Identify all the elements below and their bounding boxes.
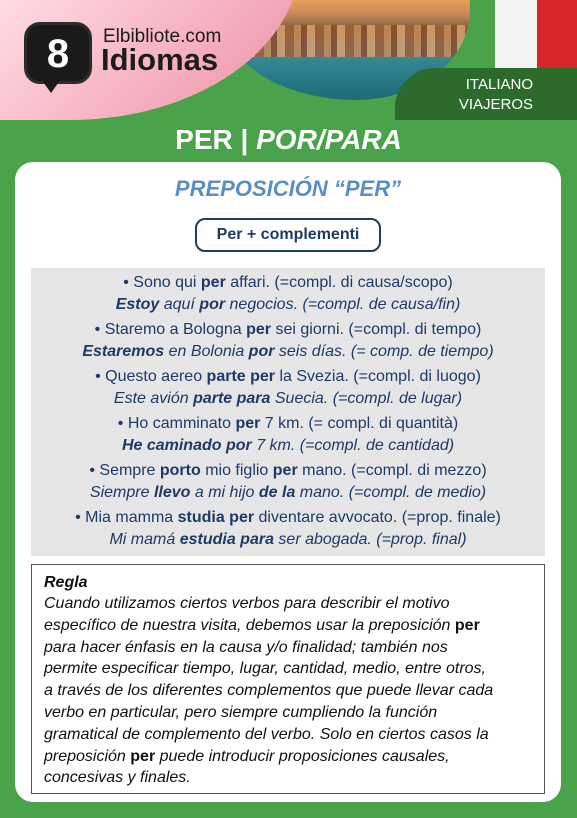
text-run: a mi hijo <box>190 484 259 501</box>
example-item <box>31 507 545 551</box>
example-italian <box>31 413 545 435</box>
rule-line <box>44 658 534 680</box>
rule-line <box>44 746 534 768</box>
rule-box <box>31 564 545 794</box>
badge-audience: VIAJEROS <box>458 96 533 113</box>
text-run: Siempre <box>89 484 154 501</box>
text-run: parte per <box>206 368 276 385</box>
text-run: mano. (=compl. di mezzo) <box>297 462 487 479</box>
title-left: PER <box>175 124 233 155</box>
text-run: Estoy <box>115 296 160 313</box>
content-card <box>15 162 561 802</box>
example-italian <box>31 507 545 529</box>
flag-white-stripe <box>495 0 537 70</box>
example-spanish <box>31 529 545 551</box>
rule-title: Regla <box>44 574 88 591</box>
example-item <box>31 413 545 457</box>
text-run: per <box>272 462 298 479</box>
text-run: • Staremo a Bologna <box>94 321 247 338</box>
logo-brand-name: Idiomas <box>101 42 219 77</box>
text-run: aquí <box>159 296 200 313</box>
text-run: ser abogada. (=prop. final) <box>273 531 467 548</box>
page-title <box>0 125 577 155</box>
text-run: per <box>246 321 272 338</box>
title-right: POR/PARA <box>256 124 402 155</box>
rule-text <box>44 593 534 789</box>
text-run: porto <box>159 462 201 479</box>
text-run: Cuando utilizamos ciertos verbos para describir el motivo <box>44 595 450 612</box>
flag-red-stripe <box>537 0 577 70</box>
text-run: Mi mamá <box>109 531 180 548</box>
logo-site-name: Elbibliote.com <box>103 26 222 47</box>
text-run: 7 km. (= compl. di quantità) <box>260 415 459 432</box>
rule-line <box>44 702 534 724</box>
text-run: gramatical de complemento del verbo. Solo en ciertos casos la <box>44 725 489 743</box>
badge-language: ITALIANO <box>465 76 533 93</box>
text-run: mio figlio <box>200 462 273 479</box>
pill-label: Per + complementi <box>195 218 381 252</box>
text-run: puede introducir proposiciones causales, <box>155 747 450 765</box>
text-run: parte para <box>193 390 271 407</box>
text-run: la Svezia. (=compl. di luogo) <box>275 368 481 385</box>
text-run: mano. (=compl. de medio) <box>295 484 487 501</box>
logo-icon <box>24 22 92 84</box>
text-run: de la <box>258 484 296 501</box>
rule-line <box>44 724 534 746</box>
text-run: en Bolonia <box>164 343 249 360</box>
text-run: Este avión <box>113 390 194 407</box>
text-run: llevo <box>153 484 191 501</box>
text-run: 7 km. (=compl. de cantidad) <box>251 437 455 454</box>
example-item <box>31 460 545 504</box>
example-item <box>31 366 545 410</box>
rule-line <box>44 680 534 702</box>
text-run: seis días. (= comp. de tiempo) <box>274 343 494 360</box>
example-item <box>31 319 545 363</box>
text-run: para hacer énfasis en la causa y/o finalidad; también nos <box>44 638 448 656</box>
card-heading: PREPOSICIÓN “PER” <box>174 176 402 201</box>
examples-panel <box>31 268 545 556</box>
text-run: • Mia mamma <box>75 509 178 526</box>
text-run: sei giorni. (=compl. di tempo) <box>271 321 482 338</box>
title-separator: | <box>240 124 249 155</box>
text-run: per <box>130 747 156 765</box>
text-run: He caminado por <box>121 437 252 454</box>
example-item <box>31 272 545 316</box>
text-run: • Questo aereo <box>95 368 207 385</box>
text-run: Suecia. (=compl. de lugar) <box>270 390 463 407</box>
example-italian <box>31 319 545 341</box>
text-run: Estaremos <box>82 343 165 360</box>
text-run: permite especificar tiempo, lugar, cantidad, medio, entre otros, <box>44 660 486 678</box>
example-spanish <box>31 435 545 457</box>
rule-line <box>44 615 534 637</box>
example-italian <box>31 272 545 294</box>
text-run: estudia para <box>179 531 274 548</box>
text-run: por <box>199 296 226 313</box>
text-run: per <box>235 415 261 432</box>
text-run: • Sono qui <box>123 274 201 291</box>
text-run: per <box>200 274 226 291</box>
text-run: preposición <box>44 747 131 765</box>
text-run: per <box>454 616 480 634</box>
rule-line <box>44 637 534 659</box>
text-run: verbo en particular, pero siempre cumpliendo la función <box>44 703 438 721</box>
text-run: específico de nuestra visita, debemos usar la preposición <box>44 616 455 634</box>
example-italian <box>31 366 545 388</box>
example-spanish <box>31 294 545 316</box>
text-run: por <box>248 343 275 360</box>
text-run: • Sempre <box>89 462 160 479</box>
category-badge <box>395 68 577 120</box>
rule-line <box>44 767 534 789</box>
text-run: diventare avvocato. (=prop. finale) <box>254 509 501 526</box>
text-run: a través de los diferentes complementos que puede llevar cada <box>44 682 494 700</box>
example-spanish <box>31 341 545 363</box>
text-run: studia per <box>177 509 255 526</box>
example-spanish <box>31 388 545 410</box>
text-run: affari. (=compl. di causa/scopo) <box>225 274 453 291</box>
example-spanish <box>31 482 545 504</box>
header-banner <box>0 0 577 120</box>
example-italian <box>31 460 545 482</box>
text-run: • Ho camminato <box>117 415 236 432</box>
text-run: negocios. (=compl. de causa/fin) <box>225 296 461 313</box>
text-run: concesivas y finales. <box>44 769 191 787</box>
logo-glyph: 8 <box>46 32 70 76</box>
rule-line <box>44 593 534 615</box>
